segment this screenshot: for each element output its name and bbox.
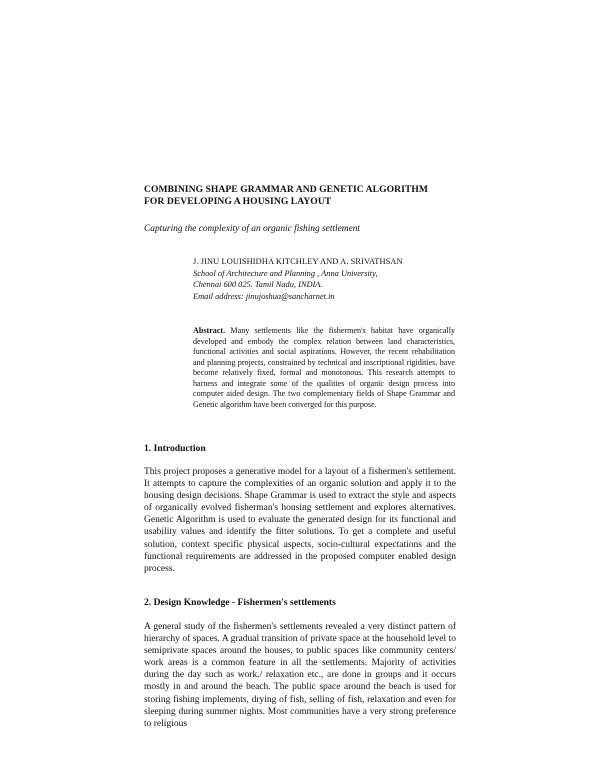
author-email: Email address: jinujoshua@sancharnet.in	[193, 291, 335, 301]
affiliation-line-2: Chennai 600 025. Tamil Nadu, INDIA.	[193, 280, 323, 290]
paper-title	[144, 184, 464, 208]
title-line-2: FOR DEVELOPING A HOUSING LAYOUT	[144, 196, 332, 207]
section-1-paragraph: This project proposes a generative model for a layout of a fishermen's settlement. It attempts to capture the complexities of an organic solution and apply it to the housing design decisions. Shape Grammar is used to extract the style and aspects of organically evolved fisherman's housing settlement and explores alternatives. Genetic Algorithm is used to evaluate the generated design for its functional and usability values and identify the fitter solutions. To get a complete and useful solution, context specific physical aspects, socio-cultural expectations and the functional requirements are addressed in the proposed computer enabled design process.	[144, 467, 456, 574]
title-line-1: COMBINING SHAPE GRAMMAR AND GENETIC ALGORITHM	[144, 184, 428, 195]
section-2-paragraph: A general study of the fishermen's settlements revealed a very distinct pattern of hierarchy of spaces. A gradual transition of private space at the household level to semiprivate spaces around the houses, to public spaces like community centers/ work areas is a common feature in all the settlements. Majority of activities during the day such as work./ relaxation etc., are done in groups and it occurs mostly in and around the beach. The public space around the beach is used for storing fishing implements, drying of fish, selling of fish, relaxation and even for sleeping during summer nights. Most communities have a very strong preference to religious	[144, 622, 456, 729]
abstract-text: Many settlements like the fishermen's habitat have organically developed and embody the complex relation between land characteristics, functional activities and social aspirations. However, the recent rehabilitation and planning projects, constrained by technical and inscriptional rigidities, have become relatively fixed, formal and monotonous. This research attempts to harness and integrate some of the qualities of organic design process into computer aided design. The two complementary fields of Shape Grammar and Genetic algorithm have been converged for this purpose.	[193, 326, 455, 409]
section-2-heading: 2. Design Knowledge - Fishermen's settlements	[144, 597, 336, 608]
author-block	[193, 256, 473, 302]
abstract-label: Abstract.	[193, 326, 226, 335]
abstract	[193, 326, 455, 410]
paper-subtitle: Capturing the complexity of an organic fishing settlement	[144, 224, 361, 234]
affiliation-line-1: School of Architecture and Planning , Anna University,	[193, 268, 378, 278]
section-1-heading: 1. Introduction	[144, 443, 206, 454]
author-names: J. JINU LOUISHIDHA KITCHLEY AND A. SRIVATHSAN	[193, 257, 403, 266]
